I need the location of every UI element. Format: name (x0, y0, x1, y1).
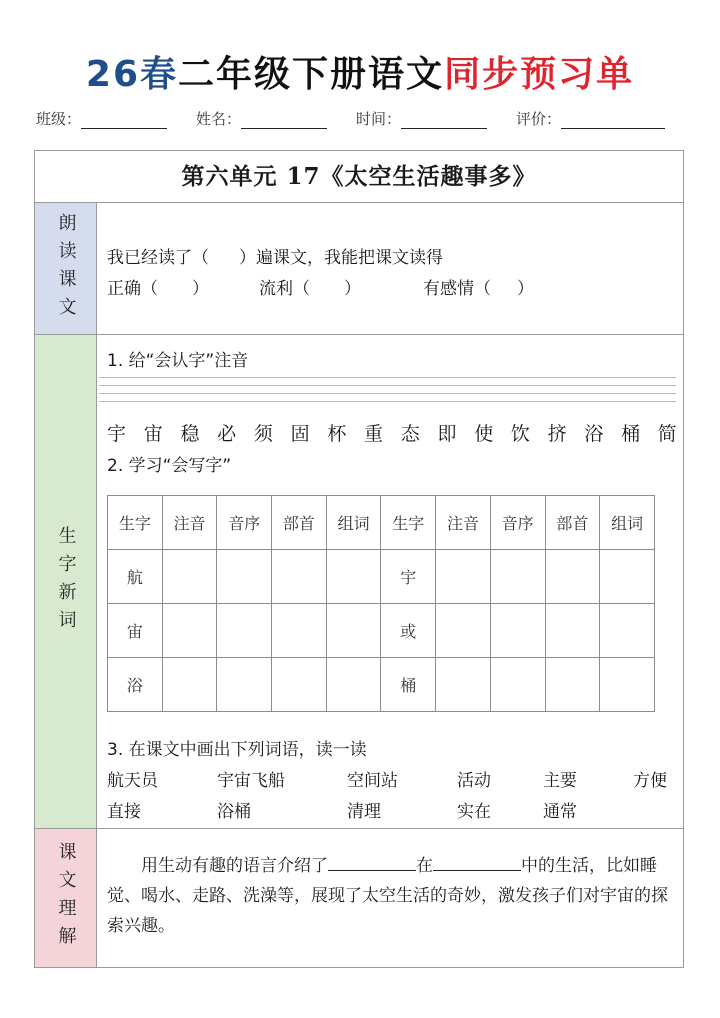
read-count-prompt: 我已经读了（ (107, 248, 209, 268)
question-3: 3. 在课文中画出下列词语，读一读 (107, 740, 367, 760)
table-input-cell[interactable] (272, 550, 327, 604)
table-header-cell: 注音 (436, 496, 491, 550)
word-item: 宇宙飞船 (217, 771, 285, 791)
char-item: 饮 (510, 423, 530, 445)
table-header-cell: 部首 (272, 496, 327, 550)
title-highlight: 同步预习单 (444, 54, 635, 95)
table-header-cell: 注音 (162, 496, 217, 550)
char-item: 稳 (180, 423, 200, 445)
table-char-cell: 宙 (108, 604, 163, 658)
pinyin-line[interactable] (99, 401, 676, 402)
table-input-cell[interactable] (162, 550, 217, 604)
correct-close: ） (192, 279, 209, 299)
table-input-cell[interactable] (326, 550, 381, 604)
char-item: 杯 (327, 423, 347, 445)
char-item: 浴 (584, 423, 604, 445)
table-input-cell[interactable] (272, 658, 327, 712)
table-input-cell[interactable] (490, 604, 545, 658)
char-item: 使 (474, 423, 494, 445)
table-input-cell[interactable] (545, 604, 600, 658)
table-char-cell: 桶 (381, 658, 436, 712)
pinyin-line[interactable] (99, 393, 676, 394)
table-char-cell: 浴 (108, 658, 163, 712)
fill-blank-2[interactable] (433, 854, 521, 871)
table-input-cell[interactable] (326, 604, 381, 658)
table-input-cell[interactable] (600, 604, 655, 658)
table-header-cell: 部首 (545, 496, 600, 550)
table-input-cell[interactable] (162, 658, 217, 712)
char-item: 简 (657, 423, 677, 445)
table-char-cell: 航 (108, 550, 163, 604)
table-input-cell[interactable] (490, 658, 545, 712)
word-item: 通常 (543, 802, 577, 822)
title-main: 二年级下册语文 (178, 54, 445, 95)
table-input-cell[interactable] (217, 604, 272, 658)
table-input-cell[interactable] (545, 658, 600, 712)
paragraph-part-b: 在 (416, 856, 433, 876)
char-item: 固 (290, 423, 310, 445)
paragraph-part-a: 用生动有趣的语言介绍了 (141, 856, 328, 876)
unit-title: 第六单元 17《太空生活趣事多》 (35, 151, 683, 203)
time-blank[interactable] (401, 110, 487, 129)
char-item: 宙 (143, 423, 163, 445)
table-header-cell: 音序 (490, 496, 545, 550)
name-label: 姓名： (196, 110, 242, 128)
name-blank[interactable] (241, 110, 327, 129)
table-char-cell: 或 (381, 604, 436, 658)
class-blank[interactable] (81, 110, 167, 129)
recognize-chars-row (107, 419, 677, 446)
word-item: 浴桶 (217, 802, 251, 822)
char-item: 重 (364, 423, 384, 445)
char-item: 挤 (547, 423, 567, 445)
correct-label: 正确（ (107, 279, 158, 299)
section-label-understand (35, 829, 97, 967)
table-header-cell: 组词 (326, 496, 381, 550)
time-label: 时间： (356, 110, 402, 128)
fluent-close: ） (344, 279, 361, 299)
table-row (108, 604, 655, 658)
word-item: 活动 (457, 771, 491, 791)
table-input-cell[interactable] (545, 550, 600, 604)
table-char-cell: 宇 (381, 550, 436, 604)
evaluation-label: 评价： (516, 110, 562, 128)
writing-chars-table (107, 495, 655, 712)
table-input-cell[interactable] (436, 658, 491, 712)
title-season: 春 (140, 54, 179, 95)
question-1: 1. 给“会认字”注音 (107, 351, 249, 371)
table-input-cell[interactable] (217, 658, 272, 712)
emotion-item (423, 274, 534, 299)
word-item: 清理 (347, 802, 381, 822)
table-input-cell[interactable] (436, 550, 491, 604)
char-item: 即 (437, 423, 457, 445)
emotion-close: ） (517, 279, 534, 299)
pinyin-line[interactable] (99, 377, 676, 378)
table-input-cell[interactable] (436, 604, 491, 658)
table-input-cell[interactable] (272, 604, 327, 658)
table-input-cell[interactable] (600, 550, 655, 604)
words-row-2 (107, 797, 677, 821)
char-item: 须 (253, 423, 273, 445)
read-count-suffix: ）遍课文，我能把课文读得 (239, 248, 443, 268)
word-item: 实在 (457, 802, 491, 822)
word-item: 空间站 (347, 771, 398, 791)
word-item: 航天员 (107, 771, 158, 791)
question-2: 2. 学习“会写字” (107, 456, 232, 476)
section-label-read (35, 203, 97, 334)
vocab-label-text: 生字新词 (55, 525, 77, 638)
table-header-cell: 生字 (108, 496, 163, 550)
words-row-1 (107, 766, 677, 790)
time-field[interactable] (356, 108, 487, 129)
evaluation-blank[interactable] (561, 110, 665, 129)
paragraph-part-c: 中的生活，比如睡觉、喝水、走路、洗澡等，展现了太空生活的奇妙，激发孩子们对宇宙的探索兴趣。 (107, 856, 668, 936)
table-header-cell: 音序 (217, 496, 272, 550)
table-row (108, 658, 655, 712)
pinyin-line[interactable] (99, 385, 676, 386)
table-header-row (108, 496, 655, 550)
worksheet-table (34, 150, 684, 968)
char-item: 宇 (107, 423, 127, 445)
title-number: 26 (85, 54, 141, 95)
table-input-cell[interactable] (600, 658, 655, 712)
char-item: 必 (217, 423, 237, 445)
word-item: 主要 (543, 771, 577, 791)
section-label-vocab (35, 335, 97, 828)
table-input-cell[interactable] (162, 604, 217, 658)
divider (35, 828, 683, 829)
divider (35, 334, 683, 335)
table-input-cell[interactable] (326, 658, 381, 712)
table-input-cell[interactable] (490, 550, 545, 604)
student-info-row (36, 108, 686, 134)
table-header-cell: 生字 (381, 496, 436, 550)
class-label: 班级： (36, 110, 82, 128)
fluent-label: 流利（ (259, 279, 310, 299)
emotion-label: 有感情（ (423, 279, 491, 299)
read-line-1 (107, 243, 443, 268)
table-header-cell: 组词 (600, 496, 655, 550)
comprehension-paragraph (107, 851, 679, 941)
read-label-text: 朗读课文 (55, 212, 77, 325)
understand-label-text: 课文理解 (55, 842, 77, 954)
table-row (108, 550, 655, 604)
char-item: 桶 (621, 423, 641, 445)
word-item: 直接 (107, 802, 141, 822)
table-input-cell[interactable] (217, 550, 272, 604)
fluent-item (259, 274, 361, 299)
class-field[interactable] (36, 108, 167, 129)
word-item: 方便 (633, 771, 667, 791)
fill-blank-1[interactable] (328, 854, 416, 871)
char-item: 态 (400, 423, 420, 445)
name-field[interactable] (196, 108, 327, 129)
evaluation-field[interactable] (516, 108, 665, 129)
page-title (0, 46, 720, 97)
read-line-2 (107, 274, 209, 299)
